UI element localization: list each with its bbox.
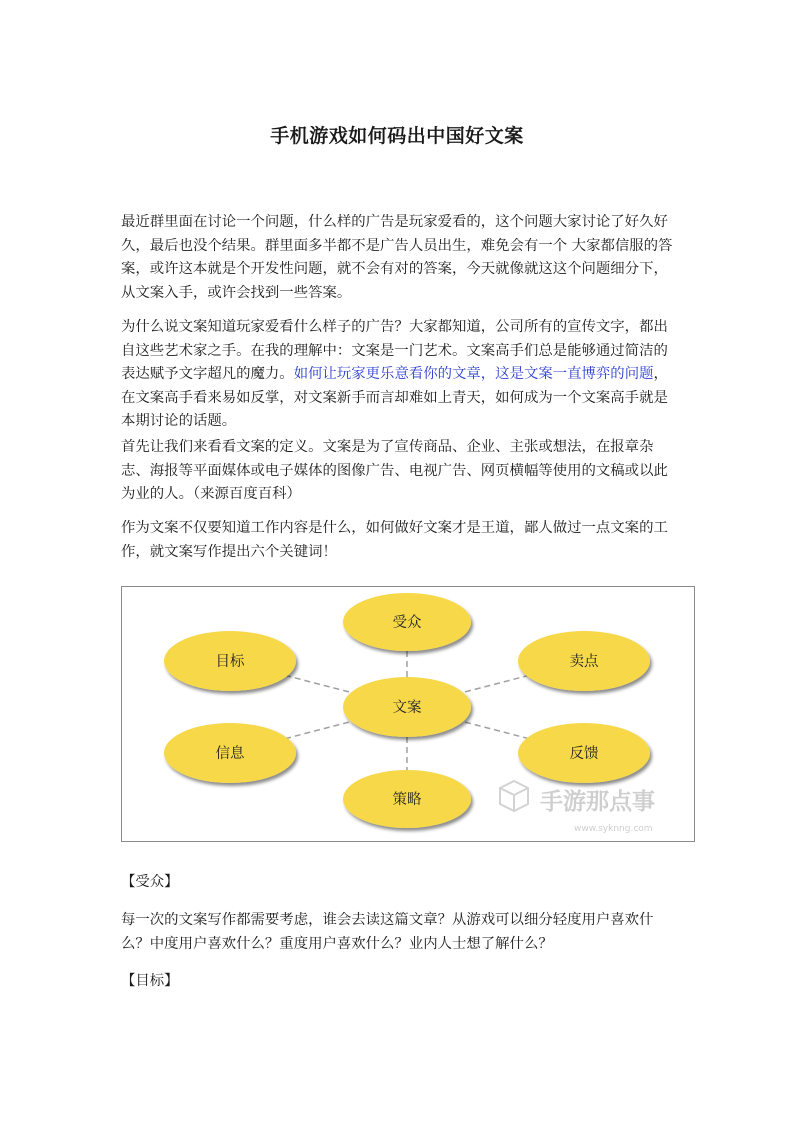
page-title: 手机游戏如何码出中国好文案 xyxy=(270,125,524,147)
keyword-diagram xyxy=(121,586,695,842)
watermark-logo-icon xyxy=(500,781,528,811)
watermark-brand: 手游那点事 xyxy=(540,789,655,815)
node-center xyxy=(343,677,471,737)
node-label-copywriting: 文案 xyxy=(392,700,422,716)
node-left-bottom xyxy=(164,723,296,783)
node-left-top xyxy=(164,631,296,691)
node-right-top xyxy=(518,631,650,691)
paragraph-why-text: 为什么说文案知道玩家爱看什么样子的广告？大家都知道，公司所有的宣传文字，都出自这些艺术家之手。在我的理解中：文案是一门艺术。文案高手们总是能够通过简洁的表达赋予文字超凡的魔力。 xyxy=(121,319,668,382)
paragraph-audience: 每一次的文案写作都需要考虑，谁会去读这篇文章？从游戏可以细分轻度用户喜欢什么？中度用户喜欢什么？重度用户喜欢什么？业内人士想了解什么？ xyxy=(121,912,654,952)
watermark-url: www.syknng.com xyxy=(574,824,653,834)
node-label-goal: 目标 xyxy=(215,654,245,670)
node-top xyxy=(343,593,471,651)
paragraph-definition: 首先让我们来看看文案的定义。文案是为了宣传商品、企业、主张或想法，在报章杂志、海报等平面媒体或电子媒体的图像广告、电视广告、网页横幅等使用的文稿或以此为业的人。（来源百度百科） xyxy=(121,439,668,502)
paragraph-intro: 最近群里面在讨论一个问题，什么样的广告是玩家爱看的，这个问题大家讨论了好久好久，最后也没个结果。群里面多半都不是广告人员出生，难免会有一个 大家都信服的答案，或许这本就是个开发性问题，就不会有对的答案，今天就像就这这个问题细分下，从文案入手，或许会找到一些答案。 xyxy=(121,214,673,301)
highlighted-link-text[interactable]: 如何让玩家更乐意看你的文章，这是文案一直博弈的问题 xyxy=(293,366,654,382)
node-label-audience: 受众 xyxy=(392,615,422,631)
node-label-feedback: 反馈 xyxy=(569,746,599,762)
node-right-bottom xyxy=(518,723,650,783)
node-label-selling-point: 卖点 xyxy=(569,654,599,670)
section-heading-goal: 【目标】 xyxy=(121,973,179,989)
paragraph-why-rest: ，在文案高手看来易如反掌，对文案新手而言却难如上青天，如何成为一个文案高手就是本期讨论的话题。 xyxy=(121,366,668,429)
node-label-info: 信息 xyxy=(215,746,245,762)
section-heading-audience: 【受众】 xyxy=(121,874,179,890)
paragraph-keywords-intro: 作为文案不仅要知道工作内容是什么，如何做好文案才是王道，鄙人做过一点文案的工作，就文案写作提出六个关键词！ xyxy=(121,520,668,560)
watermark xyxy=(500,781,655,834)
node-bottom xyxy=(343,770,471,828)
paragraph-why xyxy=(121,316,677,434)
node-label-strategy: 策略 xyxy=(392,792,422,808)
